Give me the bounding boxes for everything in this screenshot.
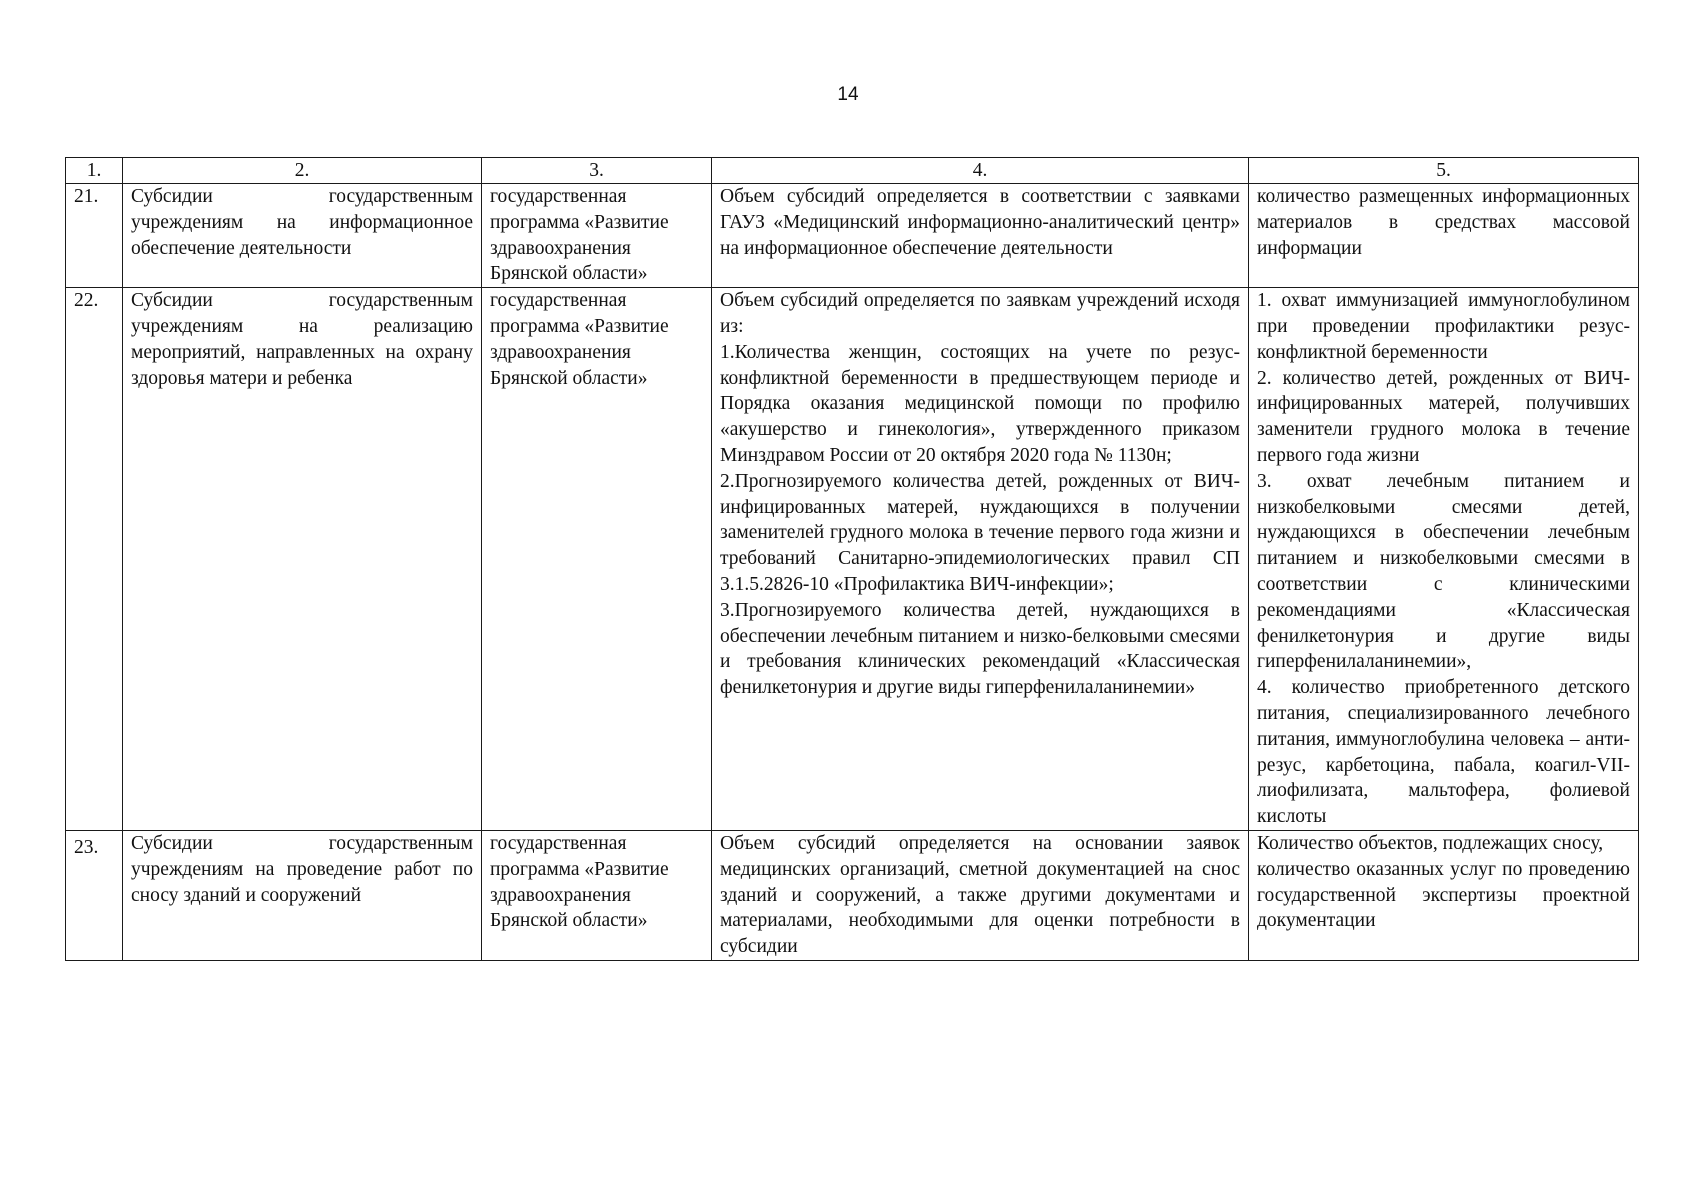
subsidy-name: Субсидии государственным учреждениям на проведение работ по сносу зданий и сооружений <box>123 830 482 960</box>
indicator-paragraph: 1. охват иммунизацией иммуноглобулином при проведении профилактики резус-конфликтной беременности <box>1257 290 1630 363</box>
program-name: государственная программа «Развитие здравоохранения Брянской области» <box>482 830 712 960</box>
row-number: 21. <box>66 184 123 288</box>
table-header-row <box>66 158 1639 184</box>
header-cell-1: 1. <box>66 158 123 184</box>
indicator-paragraph: количество размещенных информационных материалов в средствах массовой информации <box>1257 186 1630 259</box>
program-name: государственная программа «Развитие здравоохранения Брянской области» <box>482 184 712 288</box>
program-name: государственная программа «Развитие здравоохранения Брянской области» <box>482 288 712 831</box>
subsidy-name: Субсидии государственным учреждениям на информационное обеспечение деятельности <box>123 184 482 288</box>
method-paragraph: 1.Количества женщин, состоящих на учете по резус-конфликтной беременности в предшествующем периоде и Порядка оказания медицинской помощи по профилю «акушерство и гинекология», утвержденного приказом Минздравом России от 20 октября 2020 года № 1130н; <box>720 341 1240 466</box>
row-number: 22. <box>66 288 123 831</box>
method-paragraph: Объем субсидий определяется на основании заявок медицинских организаций, сметной документацией на снос зданий и сооружений, а также другими документами и материалами, необходимыми для оценки потребности в субсидии <box>720 832 1240 958</box>
subsidy-name: Субсидии государственным учреждениям на реализацию мероприятий, направленных на охрану здоровья матери и ребенка <box>123 288 482 831</box>
table-row <box>66 288 1639 831</box>
allocation-method <box>712 184 1249 288</box>
indicator-paragraph: 4. количество приобретенного детского питания, специализированного лечебного питания, иммуноглобулина человека – анти-резус, карбетоцина, пабала, коагил-VII-лиофилизата, мальтофера, фолиевой кислоты <box>1257 677 1630 828</box>
indicator-paragraph: 3. охват лечебным питанием и низкобелковыми смесями детей, нуждающихся в обеспечении лечебным питанием и низкобелковыми смесями в соответствии с клиническими рекомендациями «Классическая фенилкетонурия и другие виды гиперфенилаланинемии», <box>1257 470 1630 673</box>
header-cell-4: 4. <box>712 158 1249 184</box>
method-paragraph: 3.Прогнозируемого количества детей, нуждающихся в обеспечении лечебным питанием и низко-белковыми смесями и требования клинических рекомендаций «Классическая фенилкетонурия и другие виды гиперфенилаланинемии» <box>720 599 1240 699</box>
result-indicators <box>1249 288 1639 831</box>
result-indicators <box>1249 184 1639 288</box>
subsidies-table <box>65 157 1639 961</box>
page-number: 14 <box>837 84 859 105</box>
result-indicators <box>1249 830 1639 960</box>
indicator-paragraph: Количество объектов, подлежащих сносу, <box>1257 832 1604 854</box>
header-cell-2: 2. <box>123 158 482 184</box>
method-paragraph: Объем субсидий определяется по заявкам учреждений исходя из: <box>720 290 1240 337</box>
table-row <box>66 830 1639 960</box>
method-paragraph: 2.Прогнозируемого количества детей, рожденных от ВИЧ-инфицированных матерей, нуждающихся в получении заменителей грудного молока в течение первого года жизни и требований Санитарно-эпидемиологических правил СП 3.1.5.2826-10 «Профилактика ВИЧ-инфекции»; <box>720 470 1240 595</box>
allocation-method <box>712 830 1249 960</box>
row-number: 23. <box>66 830 123 960</box>
table-row <box>66 184 1639 288</box>
allocation-method <box>712 288 1249 831</box>
header-cell-5: 5. <box>1249 158 1639 184</box>
method-paragraph: Объем субсидий определяется в соответствии с заявками ГАУЗ «Медицинский информационно-аналитический центр» на информационное обеспечение деятельности <box>720 186 1240 259</box>
indicator-paragraph: 2. количество детей, рожденных от ВИЧ-инфицированных матерей, получивших заменители грудного молока в течение первого года жизни <box>1257 367 1630 466</box>
indicator-paragraph: количество оказанных услуг по проведению государственной экспертизы проектной документации <box>1257 858 1630 932</box>
header-cell-3: 3. <box>482 158 712 184</box>
